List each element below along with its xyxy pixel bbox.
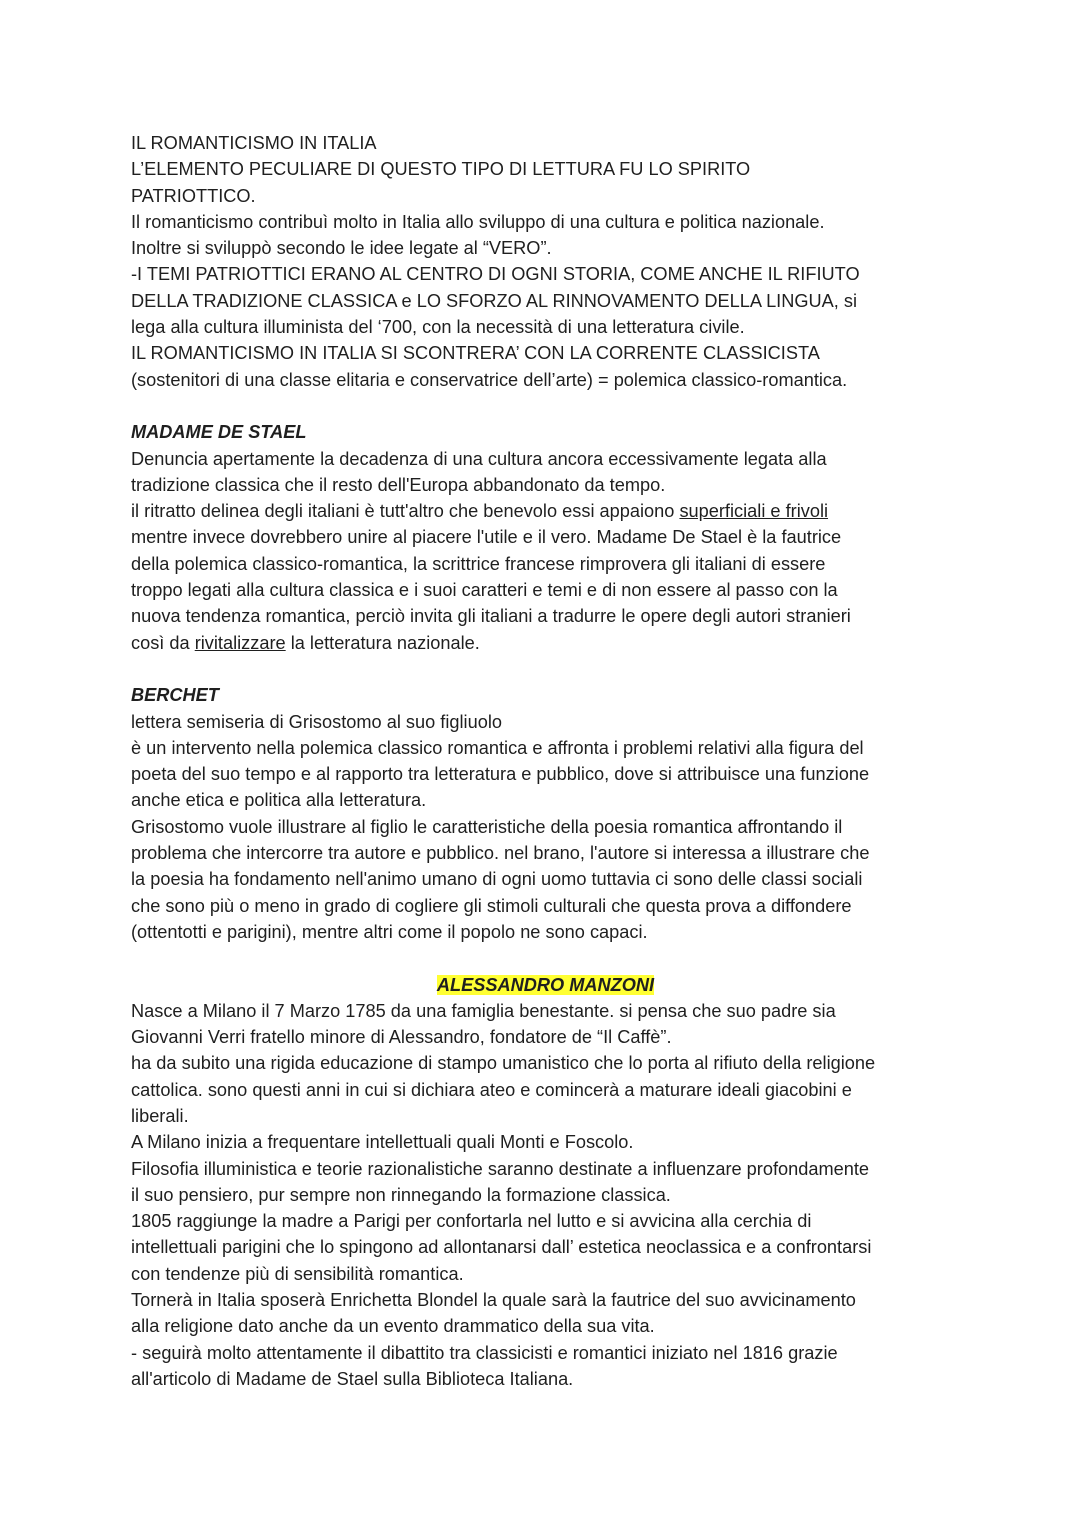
underlined-text: superficiali e frivoli [679,501,829,522]
text-line: Nasce a Milano il 7 Marzo 1785 da una famiglia benestante. si pensa che suo padre sia [131,1000,836,1021]
spacer [131,393,960,419]
text-line: cattolica. sono questi anni in cui si dichiara ateo e comincerà a maturare ideali giacobini e [131,1079,852,1100]
text-line: L’ELEMENTO PECULIARE DI QUESTO TIPO DI LETTURA FU LO SPIRITO [131,159,751,180]
text-line: (sostenitori di una classe elitaria e conservatrice dell’arte) = polemica classico-romantica. [131,369,848,390]
section-heading-stael: MADAME DE STAEL [131,422,307,443]
text-line: Inoltre si sviluppò secondo le idee legate al “VERO”. [131,238,552,259]
text-line: PATRIOTTICO. [131,185,256,206]
text-line: poeta del suo tempo e al rapporto tra letteratura e pubblico, dove si attribuisce una funzione [131,764,870,785]
text-line: all'articolo di Madame de Stael sulla Biblioteca Italiana. [131,1368,574,1389]
text-line: Filosofia illuministica e teorie razionalistiche saranno destinate a influenzare profondamente [131,1158,870,1179]
berchet-section [131,682,960,945]
stael-section [131,419,960,656]
text-line: con tendenze più di sensibilità romantica. [131,1263,464,1284]
text-line: DELLA TRADIZIONE CLASSICA e LO SFORZO AL RINNOVAMENTO DELLA LINGUA, si [131,290,858,311]
section-heading-manzoni: ALESSANDRO MANZONI [436,974,655,995]
text-line: nuova tendenza romantica, perciò invita gli italiani a tradurre le opere degli autori stranieri [131,606,851,627]
text-line: (ottentotti e parigini), mentre altri come il popolo ne sono capaci. [131,921,648,942]
text-line: 1805 raggiunge la madre a Parigi per confortarla nel lutto e si avvicina alla cerchia di [131,1211,812,1232]
text-line: Tornerà in Italia sposerà Enrichetta Blondel la quale sarà la fautrice del suo avvicinamento [131,1290,856,1311]
text-line: il suo pensiero, pur sempre non rinnegando la formazione classica. [131,1184,671,1205]
intro-section [131,130,960,393]
underlined-text: rivitalizzare [194,632,286,653]
text-line: alla religione dato anche da un evento drammatico della sua vita. [131,1316,655,1337]
text-line: tradizione classica che il resto dell'Europa abbandonato da tempo. [131,474,666,495]
text-line: mentre invece dovrebbero unire al piacere l'utile e il vero. Madame De Stael è la fautrice [131,527,842,548]
text-fragment: la letteratura nazionale. [285,632,480,653]
text-line: anche etica e politica alla letteratura. [131,790,427,811]
text-line [131,498,960,524]
text-line: la poesia ha fondamento nell'animo umano di ogni uomo tuttavia ci sono delle classi sociali [131,869,863,890]
text-line: -I TEMI PATRIOTTICI ERANO AL CENTRO DI OGNI STORIA, COME ANCHE IL RIFIUTO [131,264,860,285]
section-heading-manzoni-wrapper [131,972,960,998]
text-line: della polemica classico-romantica, la scrittrice francese rimprovera gli italiani di essere [131,553,826,574]
text-line: è un intervento nella polemica classico romantica e affronta i problemi relativi alla figura del [131,737,864,758]
text-line: A Milano inizia a frequentare intellettuali quali Monti e Foscolo. [131,1132,634,1153]
text-fragment: così da [131,632,195,653]
text-line: lega alla cultura illuminista del ‘700, con la necessità di una letteratura civile. [131,317,745,338]
text-line: Denuncia apertamente la decadenza di una cultura ancora eccessivamente legata alla [131,448,827,469]
spacer [131,945,960,971]
text-line: ha da subito una rigida educazione di stampo umanistico che lo porta al rifiuto della religione [131,1053,876,1074]
text-line: IL ROMANTICISMO IN ITALIA SI SCONTRERA’ CON LA CORRENTE CLASSICISTA [131,343,820,364]
text-line: liberali. [131,1105,189,1126]
spacer [131,656,960,682]
manzoni-section [131,972,960,1393]
text-line: intellettuali parigini che lo spingono ad allontanarsi dall’ estetica neoclassica e a confrontarsi [131,1237,872,1258]
text-line: Giovanni Verri fratello minore di Alessandro, fondatore de “Il Caffè”. [131,1027,672,1048]
text-fragment: il ritratto delinea degli italiani è tutt'altro che benevolo essi appaiono [131,501,680,522]
section-heading-berchet: BERCHET [131,685,219,706]
text-line [131,630,960,656]
text-line: - seguirà molto attentamente il dibattito tra classicisti e romantici iniziato nel 1816 grazie [131,1342,838,1363]
text-line: Il romanticismo contribuì molto in Italia allo sviluppo di una cultura e politica nazionale. [131,211,825,232]
text-line: Grisostomo vuole illustrare al figlio le caratteristiche della poesia romantica affrontando il [131,816,843,837]
text-line: lettera semiseria di Grisostomo al suo figliuolo [131,711,502,732]
text-line: problema che intercorre tra autore e pubblico. nel brano, l'autore si interessa a illustrare che [131,843,870,864]
intro-title: IL ROMANTICISMO IN ITALIA [131,133,377,153]
text-line: troppo legati alla cultura classica e i suoi caratteri e temi e di non essere al passo con la [131,580,838,601]
text-line: che sono più o meno in grado di cogliere gli stimoli culturali che questa prova a diffondere [131,895,852,916]
